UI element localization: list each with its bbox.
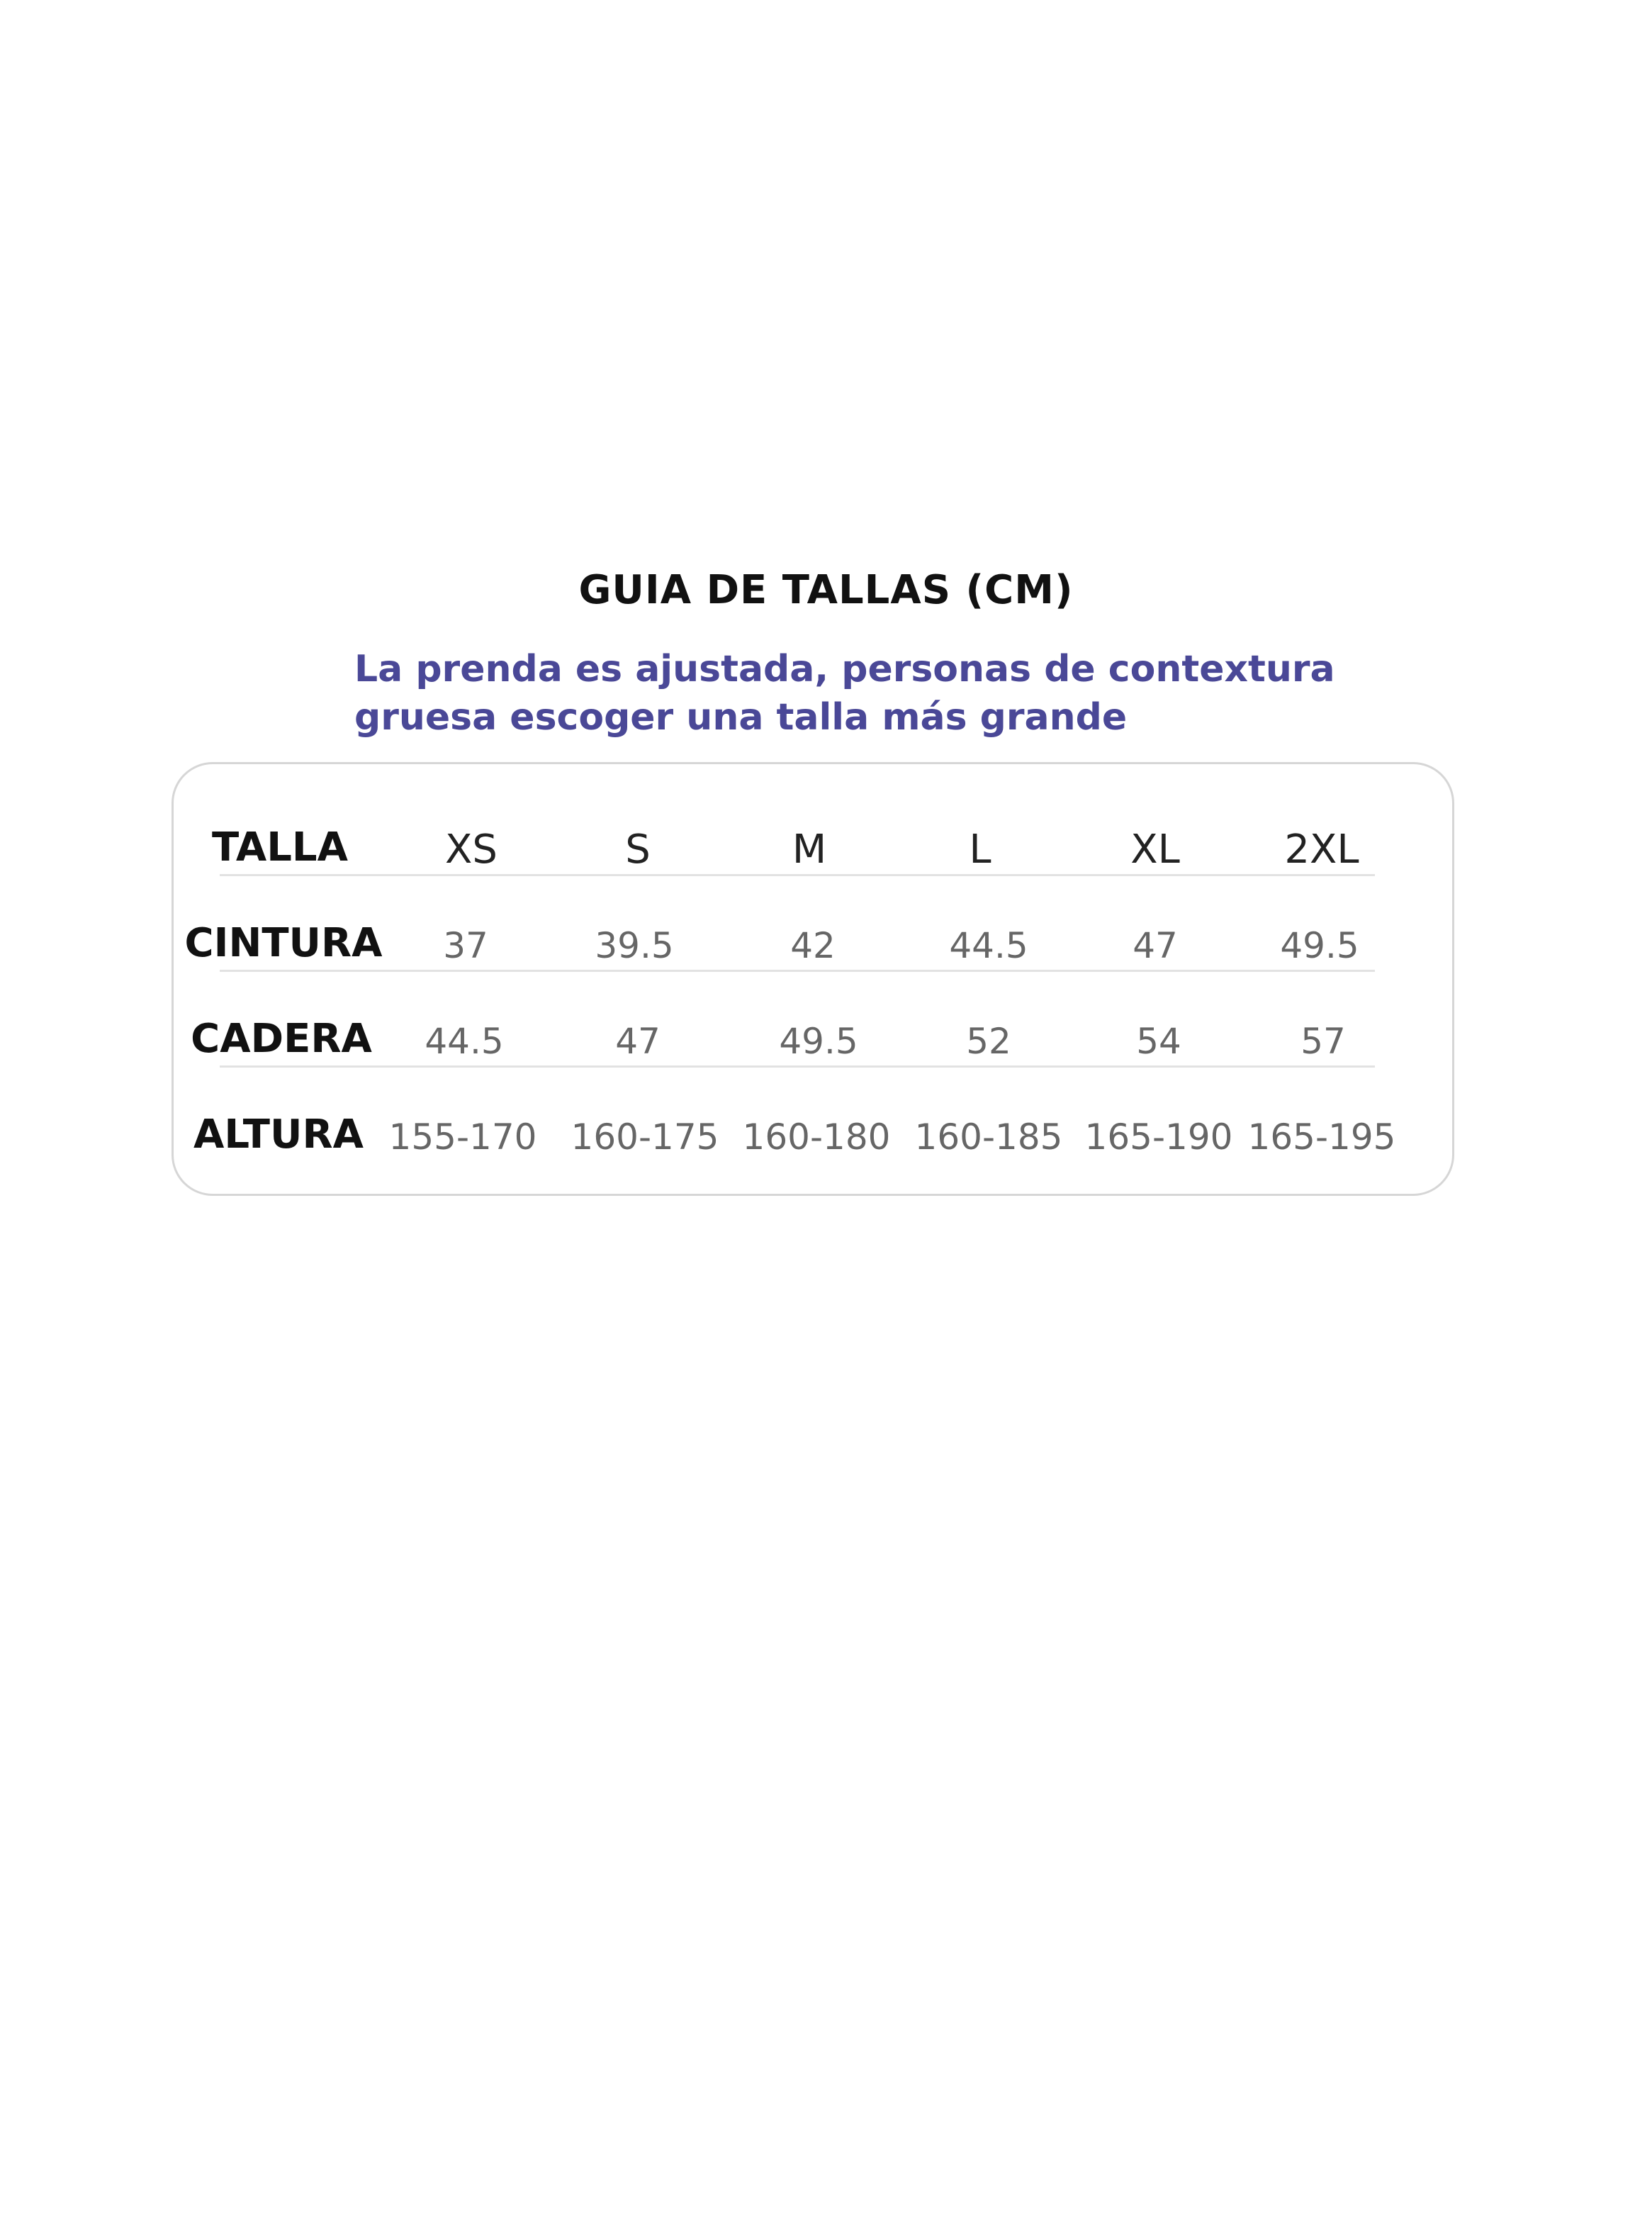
table-row-cadera (174, 991, 1452, 1076)
fit-note-line-1: La prenda es ajustada, personas de contextura (354, 648, 1335, 690)
table-cell: 42 (790, 925, 836, 966)
table-cell: 52 (966, 1021, 1011, 1062)
table-row-altura (174, 1087, 1452, 1172)
header-label-talla: TALLA (212, 824, 348, 871)
size-s: S (625, 827, 651, 873)
table-cell: 155-170 (388, 1116, 537, 1158)
table-cell: 165-190 (1084, 1116, 1233, 1158)
row-label-cintura: CINTURA (184, 920, 383, 966)
size-table (172, 762, 1454, 1196)
table-cell: 49.5 (1280, 925, 1359, 966)
fit-note (354, 645, 1347, 741)
table-cell: 44.5 (425, 1021, 504, 1062)
row-divider (220, 874, 1375, 876)
row-label-cadera: CADERA (191, 1016, 372, 1062)
table-cell: 160-180 (742, 1116, 891, 1158)
table-cell: 37 (443, 925, 488, 966)
table-cell: 44.5 (949, 925, 1028, 966)
size-l: L (969, 827, 991, 873)
size-2xl: 2XL (1284, 827, 1359, 873)
table-cell: 54 (1136, 1021, 1181, 1062)
size-xs: XS (445, 827, 498, 873)
fit-note-line-2: gruesa escoger una talla más grande (354, 696, 1128, 739)
table-cell: 39.5 (595, 925, 674, 966)
table-cell: 57 (1300, 1021, 1346, 1062)
row-label-altura: ALTURA (193, 1112, 364, 1158)
table-row-cintura (174, 895, 1452, 980)
table-cell: 160-175 (571, 1116, 719, 1158)
table-cell: 160-185 (914, 1116, 1063, 1158)
table-cell: 49.5 (779, 1021, 858, 1062)
row-divider (220, 970, 1375, 972)
size-m: M (792, 827, 827, 873)
row-divider (220, 1065, 1375, 1068)
table-cell: 47 (615, 1021, 661, 1062)
size-guide-title: GUIA DE TALLAS (CM) (578, 567, 1074, 613)
table-cell: 47 (1133, 925, 1178, 966)
size-xl: XL (1130, 827, 1180, 873)
table-header-row (174, 800, 1452, 885)
table-cell: 165-195 (1247, 1116, 1396, 1158)
